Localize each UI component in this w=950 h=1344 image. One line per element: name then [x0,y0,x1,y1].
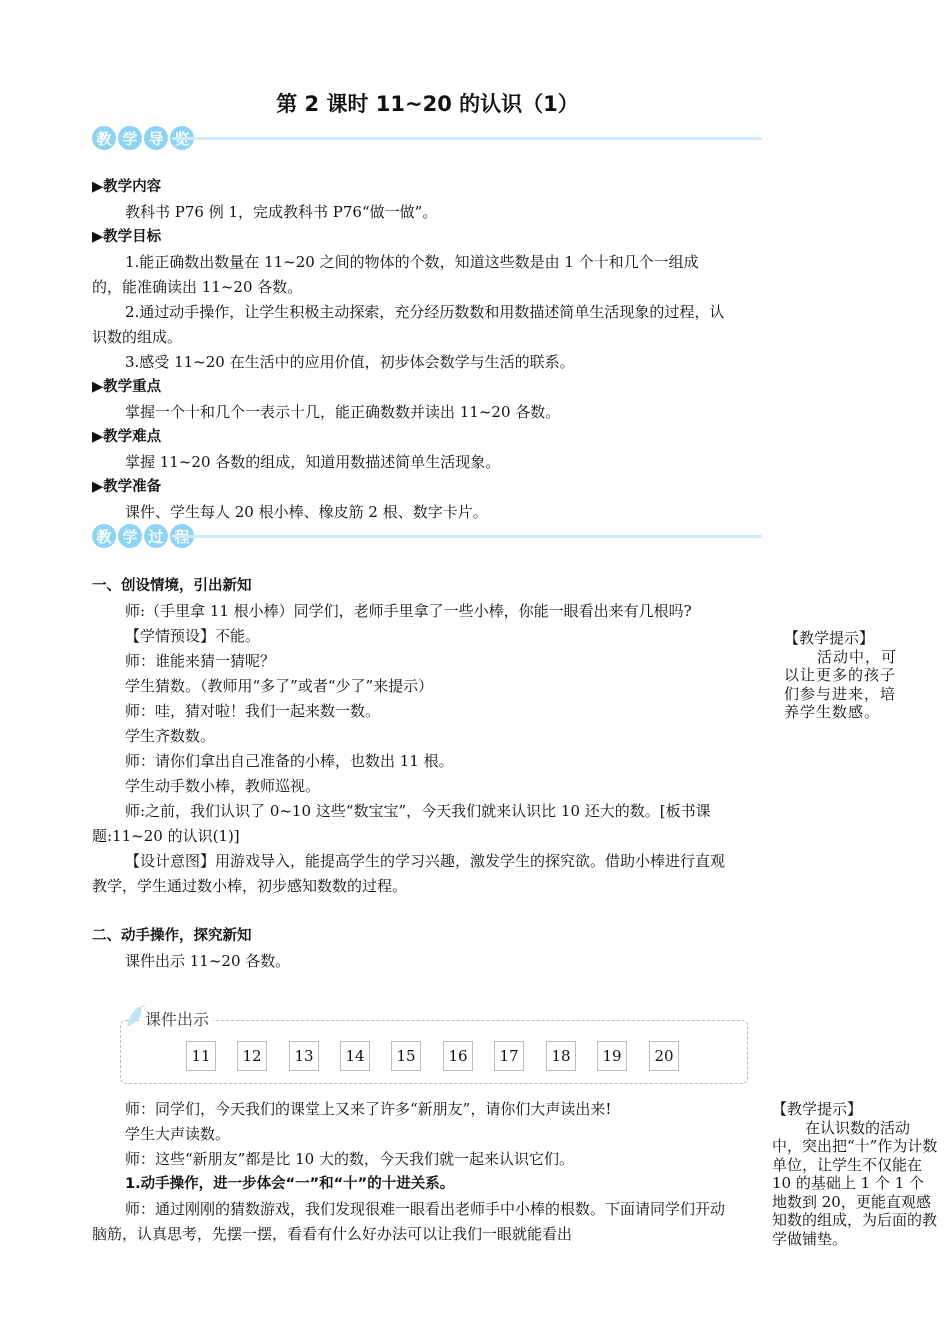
paragraph: 掌握 11~20 各数的组成，知道用数描述简单生活现象。 [125,453,501,471]
paragraph: 3.感受 11~20 在生活中的应用价值，初步体会数学与生活的联系。 [125,353,575,371]
tip-heading: 【教学提示】 [772,1100,863,1118]
courseware-box [120,1010,748,1084]
paragraph: 掌握一个十和几个一表示十几，能正确数数并读出 11~20 各数。 [125,403,561,421]
tip-heading: 【教学提示】 [784,629,875,647]
guide-section [92,175,727,525]
paragraph: 【学情预设】不能。 [125,627,261,645]
paragraph: 师：通过刚刚的猜数游戏，我们发现很难一眼看出老师手中小棒的根数。下面请同学们开动脑筋，认真思考，先摆一摆，看看有什么好办法可以让我们一眼就能看出 [92,1200,726,1243]
number-card: 19 [597,1041,627,1071]
paragraph: 学生猜数。（教师用“多了”或者“少了”来提示） [125,677,434,695]
paragraph: 师:之前，我们认识了 0~10 这些“数宝宝”，今天我们就来认识比 10 还大的数。[板书课题:11~20 的认识(1)] [92,802,711,845]
number-card: 12 [237,1041,267,1071]
teaching-tip-2 [772,1100,938,1248]
number-card: 14 [340,1041,370,1071]
banner-char: 过 [144,524,168,548]
paragraph: 师：谁能来猜一猜呢？ [125,652,276,670]
number-card: 20 [649,1041,679,1071]
courseware-title: 课件出示 [141,1007,213,1030]
banner-char: 学 [118,126,142,150]
section-banner-process [92,524,762,552]
number-card: 17 [494,1041,524,1071]
number-card: 13 [289,1041,319,1071]
paragraph: 师：请你们拿出自己准备的小棒，也数出 11 根。 [125,752,454,770]
paragraph: 课件出示 11~20 各数。 [125,952,291,970]
tip-text: 活动中，可以让更多的孩子们参与进来，培养学生数感。 [784,647,898,721]
paragraph: 2.通过动手操作，让学生积极主动探索，充分经历数数和用数描述简单生活现象的过程，认识数的组成。 [92,303,725,346]
banner-line [172,535,762,538]
number-card: 11 [186,1041,216,1071]
heading-content: ▶教学内容 [92,179,162,195]
banner-char: 教 [92,126,116,150]
paragraph: 学生动手数小棒，教师巡视。 [125,777,321,795]
section-heading: 一、创设情境，引出新知 [92,578,252,594]
teaching-tip-1 [784,629,908,722]
paragraph: 师：哇，猜对啦！我们一起来数一数。 [125,702,381,720]
banner-char: 教 [92,524,116,548]
heading-goals: ▶教学目标 [92,229,162,245]
paragraph: 1.能正确数出数量在 11~20 之间的物体的个数，知道这些数是由 1 个十和几个一组成的，能准确读出 11~20 各数。 [92,253,699,296]
number-card: 15 [391,1041,421,1071]
paragraph: 学生大声读数。 [125,1125,231,1143]
paragraph: 师:（手里拿 11 根小棒）同学们，老师手里拿了一些小棒，你能一眼看出来有几根吗? [125,602,692,620]
section-banner-guide [92,126,762,154]
paragraph: 学生齐数数。 [125,727,216,745]
subheading: 1.动手操作，进一步体会“一”和“十”的十进关系。 [125,1176,455,1192]
paragraph: 课件、学生每人 20 根小棒、橡皮筋 2 根、数字卡片。 [125,503,488,521]
banner-char: 导 [144,126,168,150]
number-card: 18 [546,1041,576,1071]
number-card: 16 [443,1041,473,1071]
banner-char: 学 [118,524,142,548]
heading-preparation: ▶教学准备 [92,479,162,495]
paragraph: 师：这些“新朋友”都是比 10 大的数，今天我们就一起来认识它们。 [125,1150,574,1168]
heading-difficulty: ▶教学难点 [92,429,162,445]
paragraph: 师：同学们，今天我们的课堂上又来了许多“新朋友”，请你们大声读出来! [125,1100,612,1118]
paragraph: 【设计意图】用游戏导入，能提高学生的学习兴趣，激发学生的探究欲。借助小棒进行直观教学，学生通过数小棒，初步感知数数的过程。 [92,852,726,895]
process-section-1 [92,574,727,974]
tip-text: 在认识数的活动中，突出把“十”作为计数单位，让学生不仅能在 10 的基础上 1 个 1 个地数到 20，更能直观感知数的组成，为后面的教学做铺垫。 [772,1118,938,1248]
process-section-2 [92,1097,727,1247]
paragraph: 教科书 P76 例 1，完成教科书 P76“做一做”。 [125,203,438,221]
page-title: 第 2 课时 11~20 的认识（1） [276,92,579,116]
heading-key: ▶教学重点 [92,379,162,395]
banner-line [172,137,762,140]
section-heading: 二、动手操作，探究新知 [92,928,252,944]
